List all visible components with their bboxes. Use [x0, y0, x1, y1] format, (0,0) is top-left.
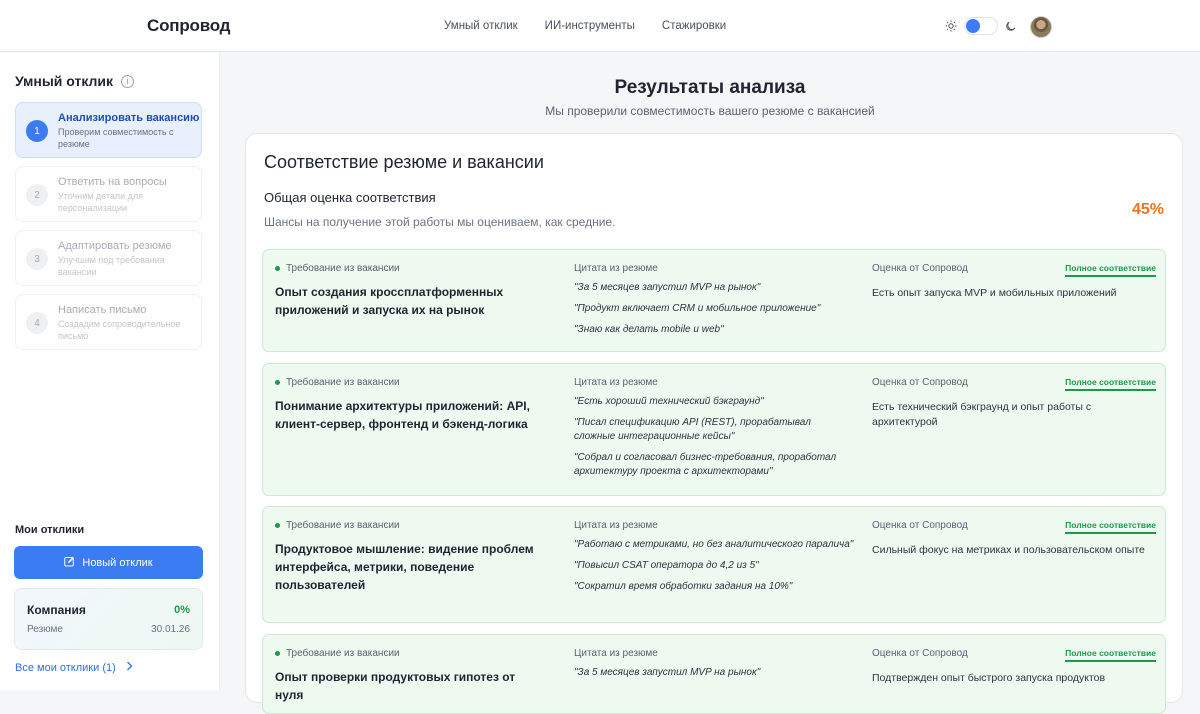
step-title: Адаптировать резюме: [58, 240, 172, 252]
requirement-text: Продуктовое мышление: видение проблем интерфейса, метрики, поведение пользователей: [275, 542, 534, 592]
eval-column: [872, 648, 1156, 686]
eval-column: [872, 263, 1156, 301]
step-analyze[interactable]: [15, 102, 202, 158]
step-subtitle: Улучшим под требования вакансии: [58, 255, 165, 277]
status-dot: [275, 380, 280, 385]
nav-smart-response[interactable]: Умный отклик: [444, 20, 518, 32]
requirement-column: [275, 520, 545, 594]
step-subtitle: Уточним детали для персонализации: [58, 191, 144, 213]
chevron-right-icon: [126, 661, 133, 674]
eval-label: Оценка от Сопровод: [872, 263, 968, 274]
moon-icon: [1004, 19, 1018, 33]
theme-switcher: [944, 17, 1018, 35]
resume-quote: "Продукт включает CRM и мобильное приложение": [574, 303, 821, 314]
nav-internships[interactable]: Стажировки: [661, 20, 727, 32]
resume-quote: "Есть хороший технический бэкграунд": [574, 396, 764, 407]
requirement-column: [275, 648, 545, 704]
all-responses-label: Все мои отклики (1): [15, 661, 116, 674]
score-value: 45%: [1131, 201, 1164, 218]
step-questions[interactable]: [15, 166, 202, 222]
status-dot: [275, 651, 280, 656]
edit-icon: [64, 556, 75, 570]
quote-label: Цитата из резюме: [574, 377, 658, 388]
sidebar: [0, 53, 220, 690]
quote-column: [574, 377, 854, 479]
eval-text: Есть технический бэкграунд и опыт работы с архитектурой: [872, 401, 1092, 428]
sidebar-title-text: Умный отклик: [15, 73, 114, 89]
match-badge: Полное соответствие: [1065, 520, 1156, 534]
requirement-label: [275, 520, 545, 531]
quote-label: Цитата из резюме: [574, 520, 658, 531]
nav-ai-tools[interactable]: ИИ-инструменты: [544, 20, 635, 32]
match-badge: Полное соответствие: [1065, 648, 1156, 662]
requirement-column: [275, 263, 545, 319]
company-match-percent: 0%: [174, 604, 190, 616]
eval-text: Сильный фокус на метриках и пользовательском опыте: [872, 544, 1145, 556]
main-nav: [444, 20, 726, 32]
eval-label: Оценка от Сопровод: [872, 648, 968, 659]
requirement-card: [262, 634, 1166, 714]
requirement-card: [262, 249, 1166, 352]
step-title: Написать письмо: [58, 304, 147, 316]
sidebar-title: [15, 73, 134, 89]
company-name: Компания: [27, 603, 86, 617]
resume-quote: "Писал спецификацию API (REST), прорабатывал сложные интеграционные кейсы": [574, 417, 811, 442]
score-title: Общая оценка соответствия: [264, 190, 436, 205]
brand-logo[interactable]: Сопровод: [147, 16, 231, 35]
requirement-label-text: Требование из вакансии: [286, 520, 400, 531]
eval-column: [872, 377, 1156, 430]
eval-label: Оценка от Сопровод: [872, 377, 968, 388]
step-number: 3: [26, 248, 48, 270]
match-panel: [245, 133, 1183, 703]
quote-label: Цитата из резюме: [574, 648, 658, 659]
quote-column: [574, 520, 854, 594]
quote-label: Цитата из резюме: [574, 263, 658, 274]
response-date: 30.01.26: [151, 624, 190, 635]
requirement-card: [262, 363, 1166, 496]
response-card[interactable]: [14, 588, 203, 650]
resume-quote: "Повысил CSAT оператора до 4,2 из 5": [574, 560, 759, 571]
match-badge: Полное соответствие: [1065, 377, 1156, 391]
step-number: 4: [26, 312, 48, 334]
status-dot: [275, 266, 280, 271]
resume-quote: "За 5 месяцев запустил MVP на рынок": [574, 282, 761, 293]
step-adapt-resume[interactable]: [15, 230, 202, 286]
quote-column: [574, 648, 854, 680]
step-number: 1: [26, 120, 48, 142]
requirement-card: [262, 506, 1166, 623]
resume-quote: "Собрал и согласовал бизнес-требования, проработал архитектуру проекта с архитекторами": [574, 452, 837, 477]
info-icon[interactable]: i: [121, 75, 134, 88]
requirement-label-text: Требование из вакансии: [286, 377, 400, 388]
resume-quote: "Работаю с метриками, но без аналитического паралича": [574, 539, 854, 550]
requirement-text: Опыт создания кроссплатформенных приложений и запуска их на рынок: [275, 285, 504, 317]
all-responses-link[interactable]: [15, 661, 133, 674]
resume-label: Резюме: [27, 624, 63, 635]
requirement-label: [275, 377, 545, 388]
eval-label: Оценка от Сопровод: [872, 520, 968, 531]
step-number: 2: [26, 184, 48, 206]
toggle-knob: [966, 19, 980, 33]
resume-quote: "За 5 месяцев запустил MVP на рынок": [574, 667, 761, 678]
page-subtitle: Мы проверили совместимость вашего резюме с вакансией: [545, 104, 875, 118]
eval-text: Есть опыт запуска MVP и мобильных приложений: [872, 287, 1117, 299]
step-write-letter[interactable]: [15, 294, 202, 350]
my-responses-title: Мои отклики: [15, 524, 85, 536]
theme-toggle[interactable]: [964, 17, 998, 35]
resume-quote: "Знаю как делать mobile и web": [574, 324, 724, 335]
new-response-button[interactable]: [14, 546, 203, 579]
score-description: Шансы на получение этой работы мы оцениваем, как средние.: [264, 215, 616, 229]
requirement-column: [275, 377, 545, 433]
panel-title: Соответствие резюме и вакансии: [264, 152, 544, 172]
requirement-label: [275, 648, 545, 659]
requirement-label-text: Требование из вакансии: [286, 648, 400, 659]
quote-column: [574, 263, 854, 337]
page-title: Результаты анализа: [614, 77, 806, 98]
requirement-text: Понимание архитектуры приложений: API, клиент-сервер, фронтенд и бэкенд-логика: [275, 399, 530, 431]
sun-icon: [944, 19, 958, 33]
user-avatar[interactable]: [1030, 16, 1052, 38]
new-response-label: Новый отклик: [82, 556, 153, 569]
resume-quote: "Сократил время обработки задания на 10%": [574, 581, 793, 592]
top-header: [0, 0, 1200, 52]
step-subtitle: Создадим сопроводительное письмо: [58, 319, 181, 341]
match-badge: Полное соответствие: [1065, 263, 1156, 277]
step-title: Ответить на вопросы: [58, 176, 167, 188]
requirement-label-text: Требование из вакансии: [286, 263, 400, 274]
eval-text: Подтвержден опыт быстрого запуска продуктов: [872, 672, 1106, 684]
step-subtitle: Проверим совместимость с резюме: [58, 127, 174, 149]
eval-column: [872, 520, 1156, 558]
step-title: Анализировать вакансию: [58, 112, 200, 124]
requirement-label: [275, 263, 545, 274]
status-dot: [275, 523, 280, 528]
requirement-text: Опыт проверки продуктовых гипотез от нуля: [275, 670, 516, 702]
